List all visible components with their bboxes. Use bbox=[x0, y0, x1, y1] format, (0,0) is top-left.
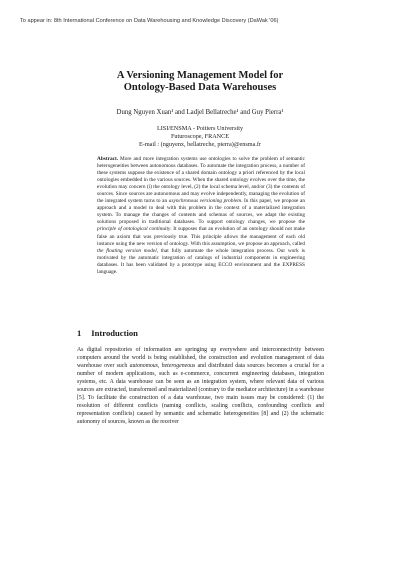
abstract-text-1: More and more integration systems use ontologies to solve the problem of semantic heterogeneities between autonomous databases. To automate the integration process, a number of these systems suppose the existence of a shared domain ontology a priori referenced by the local ontologies embedded in the various sources. When the shared ontology evolves over the time, the evolution may concern (i) the ontology level, (2) the local schema level, and/or (3) the contents of sources. Since sources are autonomous and may evolve independently, managing the evolution of the integrated system turns to an bbox=[97, 156, 305, 205]
author-list: Dung Nguyen Xuan¹ and Ladjel Bellatreche¹ and Guy Pierra¹ bbox=[116, 109, 284, 116]
abstract bbox=[97, 156, 305, 276]
abstract-text-3: . It supposes that an evolution of an ontology should not make false an axiom that was previously true. This principle allows the management of each old instance using the new version of ontology. With this assumption, we propose an approach, called bbox=[97, 226, 305, 247]
intro-emphasis-2: heterogeneous bbox=[161, 362, 196, 369]
section-number: 1 bbox=[77, 328, 82, 338]
paper-title-line-2: Ontology-Based Data Warehouses bbox=[123, 82, 277, 93]
section-heading bbox=[77, 328, 138, 338]
section-title: Introduction bbox=[91, 328, 138, 338]
paper-title-line-1: A Versioning Management Model for bbox=[116, 70, 284, 81]
introduction-body bbox=[77, 347, 324, 427]
conference-note: To appear in: 8th International Conference on Data Warehousing and Knowledge Discovery (DaWak '06) bbox=[20, 18, 279, 24]
intro-text-1: As digital repositories of information are springing up everywhere and interconnectivity between computers around the world is being established, the construction and evolution management of data warehouse over such bbox=[77, 347, 324, 369]
abstract-emphasis-3: the floating version model bbox=[97, 247, 157, 254]
intro-text-1b: , bbox=[157, 362, 160, 369]
abstract-text-2: . In this paper, we propose an approach and a model to deal with this problem in the context of a materialized integration system. To manage the changes of contents and schemas of sources, we adapt the existing solutions proposed in traditional databases. To support ontology changes, we propose the bbox=[97, 198, 306, 226]
affiliation-institution: LISI/ENSMA - Poitiers University bbox=[156, 125, 244, 132]
affiliation-email: E-mail : (nguyenx, bellatreche, pierra)@ensma.fr bbox=[138, 141, 261, 148]
abstract-emphasis-2: principle of ontological continuity bbox=[97, 226, 171, 233]
abstract-label: Abstract. bbox=[97, 156, 119, 162]
affiliation-location: Futuroscope, FRANCE bbox=[170, 133, 230, 140]
abstract-text-4: , that fully automate the whole integration process. Our work is motivated by the automatic integration of catalogs of industrial components in engineering databases. It has been validated by a prototype using ECCO environment and the EXPRESS language. bbox=[97, 247, 305, 275]
intro-text-2: and distributed data sources becomes a crucial for a number of modern applications, such as e-commerce, concurrent engineering databases, integration systems, etc. A data warehouse can be seen as an integration system, where relevant data of various sources are extracted, transformed and materialized (contrary to the mediator architecture) in a warehouse [5]. To facilitate the construction of a data warehouse, two main issues may be considered: (1) the resolution of different conflicts (naming conflicts, scaling conflicts, confounding conflicts and representation conflicts) caused by semantic and schematic heterogeneities [8] and (2) the schematic autonomy of sources, known as the receiver bbox=[77, 362, 325, 425]
abstract-emphasis-1: asynchronous versioning problem bbox=[168, 198, 242, 205]
intro-emphasis-1: autonomous bbox=[129, 362, 158, 369]
